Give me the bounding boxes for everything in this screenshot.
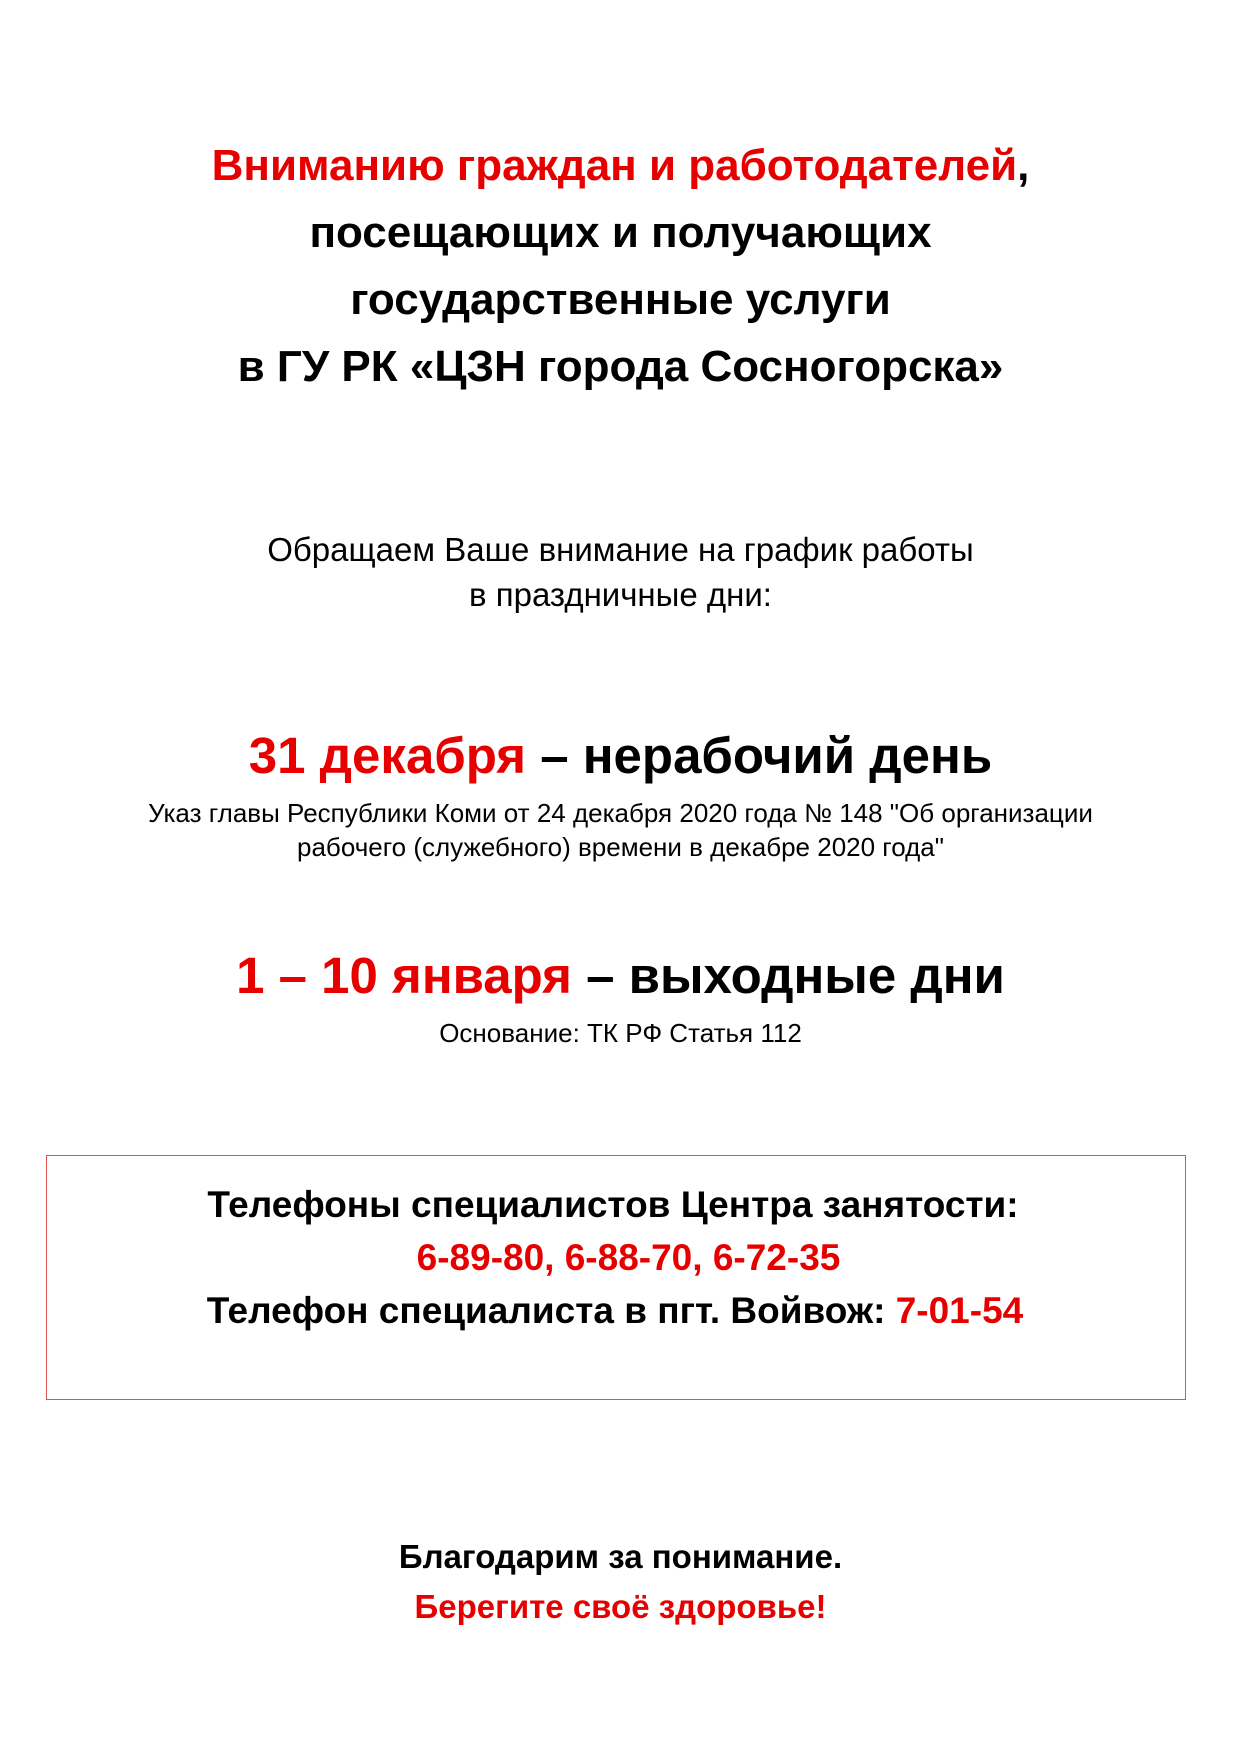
- january-status: – выходные дни: [571, 947, 1005, 1004]
- intro-line-2: в праздничные дни:: [469, 576, 772, 613]
- health-wish: Берегите своё здоровье!: [414, 1588, 827, 1625]
- voivozh-label: Телефон специалиста в пгт. Войвож:: [206, 1290, 896, 1331]
- title-line-1: [0, 132, 1241, 199]
- december-note-line-1: Указ главы Республики Коми от 24 декабря 2020 года № 148 "Об организации: [148, 798, 1093, 828]
- intro-line-1: Обращаем Ваше внимание на график работы: [267, 531, 974, 568]
- title-comma: ,: [1017, 141, 1030, 190]
- january-date: 1 – 10 января: [236, 947, 572, 1004]
- title-line-2: посещающих и получающих: [309, 208, 932, 257]
- title-highlight: Вниманию граждан и работодателей: [211, 141, 1018, 190]
- january-heading: [0, 945, 1241, 1007]
- title-line-4: в ГУ РК «ЦЗН города Сосногорска»: [237, 342, 1004, 391]
- december-note-line-2: рабочего (служебного) времени в декабре 2020 года": [297, 832, 944, 862]
- voivozh-number: 7-01-54: [895, 1290, 1024, 1331]
- december-note: [0, 796, 1241, 864]
- december-status: – нерабочий день: [526, 727, 993, 784]
- phones-numbers: 6-89-80, 6-88-70, 6-72-35: [416, 1237, 841, 1278]
- notice-title: [0, 132, 1241, 400]
- intro-text: [0, 527, 1241, 617]
- voivozh-phone: [50, 1285, 1180, 1337]
- footer-message: [0, 1532, 1241, 1632]
- december-date: 31 декабря: [248, 727, 527, 784]
- title-line-3: государственные услуги: [350, 275, 891, 324]
- thanks-text: Благодарим за понимание.: [398, 1538, 843, 1575]
- phones-heading: Телефоны специалистов Центра занятости:: [207, 1184, 1019, 1225]
- january-note: Основание: ТК РФ Статья 112: [439, 1018, 802, 1048]
- december-heading: [0, 725, 1241, 787]
